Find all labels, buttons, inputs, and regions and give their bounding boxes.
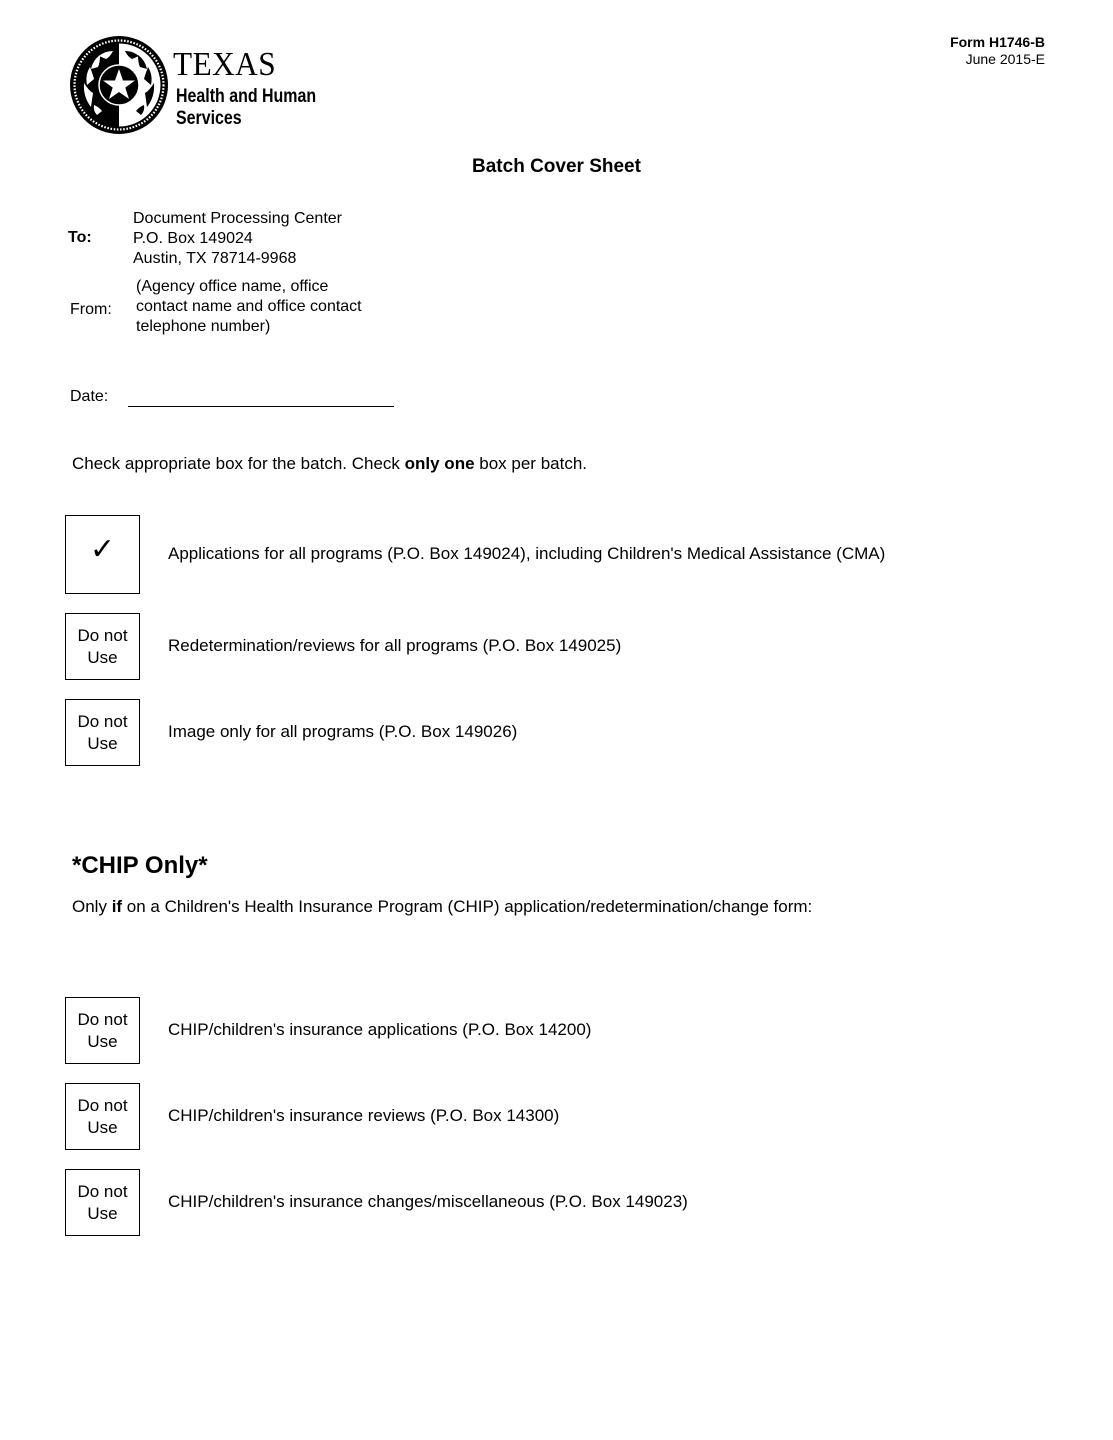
option-label-chip-changes: CHIP/children's insurance changes/miscellaneous (P.O. Box 149023) xyxy=(168,1192,688,1211)
to-address-line: Document Processing Center xyxy=(133,210,342,227)
to-address-line: Austin, TX 78714-9968 xyxy=(133,250,297,267)
from-placeholder-line: contact name and office contact xyxy=(136,298,362,315)
chip-desc-text-1: Only xyxy=(72,897,112,916)
chip-desc-text-2: on a Children's Health Insurance Program (CHIP) application/redetermination/change form: xyxy=(122,897,813,916)
to-address xyxy=(133,209,342,269)
from-field[interactable] xyxy=(136,277,362,337)
option-label-chip-applications: CHIP/children's insurance applications (P.O. Box 14200) xyxy=(168,1020,592,1039)
do-not-use-text: Do not xyxy=(77,1095,128,1115)
do-not-use-text: Use xyxy=(87,1203,118,1223)
do-not-use-text: Use xyxy=(87,1031,118,1051)
from-label: From: xyxy=(70,301,112,318)
option-label-redetermination: Redetermination/reviews for all programs (P.O. Box 149025) xyxy=(168,636,622,655)
logo-agency-line-2: Services xyxy=(176,108,242,129)
do-not-use-text: Use xyxy=(87,647,118,667)
applications-checkbox[interactable] xyxy=(65,515,140,594)
option-label-applications: Applications for all programs (P.O. Box 149024), including Children's Medical Assistance (CMA) xyxy=(168,544,886,563)
date-label: Date: xyxy=(70,388,109,405)
texas-hhs-seal-logo xyxy=(69,35,169,135)
chip-changes-checkbox[interactable] xyxy=(65,1169,140,1236)
checkmark-icon: ✓ xyxy=(89,531,116,567)
redetermination-checkbox[interactable] xyxy=(65,613,140,680)
to-address-line: P.O. Box 149024 xyxy=(133,230,253,247)
do-not-use-text: Do not xyxy=(77,625,128,645)
instructions xyxy=(72,454,587,474)
chip-desc-emphasis: if xyxy=(111,897,123,916)
do-not-use-text: Do not xyxy=(77,1181,128,1201)
logo-agency-name xyxy=(176,86,316,130)
from-placeholder-line: telephone number) xyxy=(136,318,271,335)
do-not-use-text: Use xyxy=(87,733,118,753)
do-not-use-text: Do not xyxy=(77,711,128,731)
form-number: Form H1746-B xyxy=(950,34,1045,50)
from-placeholder-line: (Agency office name, office xyxy=(136,278,329,295)
do-not-use-text: Do not xyxy=(77,1009,128,1029)
do-not-use-text: Use xyxy=(87,1117,118,1137)
chip-reviews-checkbox[interactable] xyxy=(65,1083,140,1150)
to-label: To: xyxy=(68,229,92,246)
instructions-text-2: box per batch. xyxy=(474,454,588,473)
form-identifier xyxy=(950,34,1045,68)
page-title: Batch Cover Sheet xyxy=(472,156,641,177)
logo-agency-line-1: Health and Human xyxy=(176,86,317,107)
logo-texas-wordmark: TEXAS xyxy=(173,46,277,83)
image-only-checkbox[interactable] xyxy=(65,699,140,766)
date-field[interactable] xyxy=(128,406,394,407)
option-label-chip-reviews: CHIP/children's insurance reviews (P.O. Box 14300) xyxy=(168,1106,560,1125)
chip-applications-checkbox[interactable] xyxy=(65,997,140,1064)
form-revision-date: June 2015-E xyxy=(965,51,1045,67)
chip-description xyxy=(72,897,812,917)
instructions-emphasis: only one xyxy=(404,454,475,473)
instructions-text-1: Check appropriate box for the batch. Check xyxy=(72,454,405,473)
option-label-image-only: Image only for all programs (P.O. Box 149026) xyxy=(168,722,518,741)
chip-heading: *CHIP Only* xyxy=(72,852,208,879)
